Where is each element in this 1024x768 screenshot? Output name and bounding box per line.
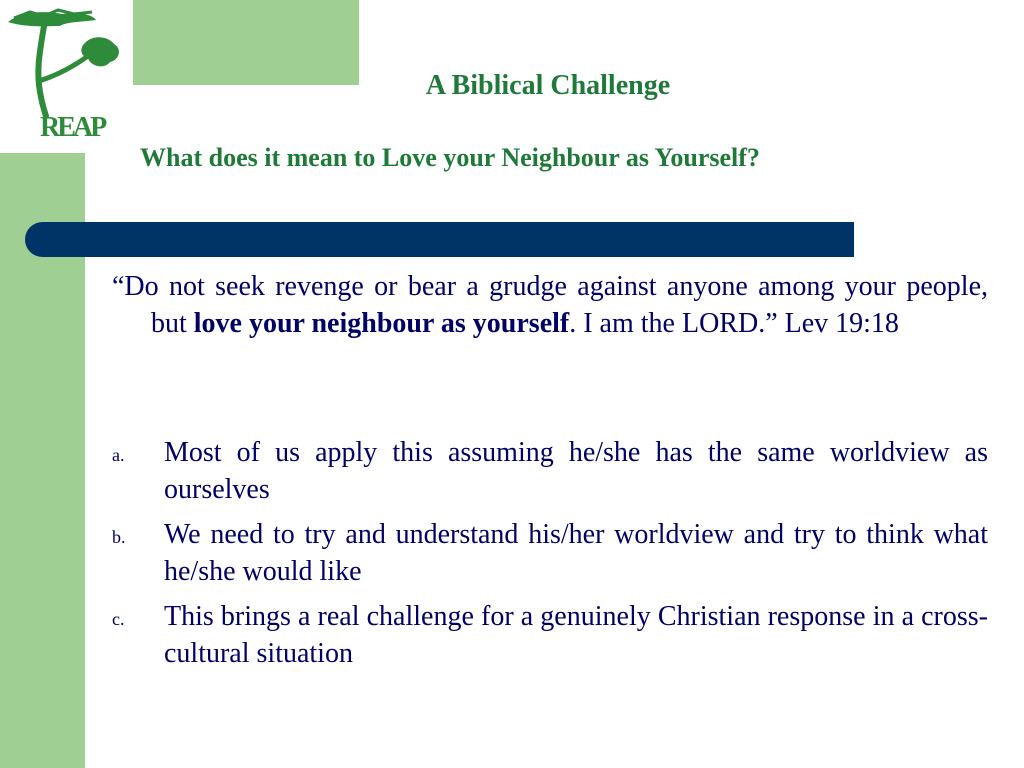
list-marker: a. [112, 445, 125, 465]
quote-reference: . I am the LORD.” Lev 19:18 [569, 308, 899, 339]
list-marker: c. [112, 609, 125, 629]
list-item [112, 434, 988, 508]
divider-bar [25, 222, 854, 257]
list-marker: b. [112, 527, 126, 547]
logo-text: REAP [40, 112, 105, 143]
slide-title: A Biblical Challenge [425, 70, 671, 101]
quote-text: “Do not seek revenge or bear a grudge against anyone among your people, but [112, 271, 988, 339]
scripture-quote [112, 268, 988, 342]
list-item-text: This brings a real challenge for a genuinely Christian response in a cross-cultural situation [164, 601, 988, 669]
tree-icon [0, 0, 130, 120]
list-item-text: Most of us apply this assuming he/she has the same worldview as ourselves [164, 437, 988, 505]
points-list [112, 434, 988, 680]
slide-subtitle: What does it mean to Love your Neighbour as Yourself? [140, 143, 760, 172]
list-item [112, 598, 988, 672]
list-item [112, 516, 988, 590]
quote-emphasis: love your neighbour as yourself [193, 308, 570, 339]
list-item-text: We need to try and understand his/her worldview and try to think what he/she would like [164, 519, 988, 587]
